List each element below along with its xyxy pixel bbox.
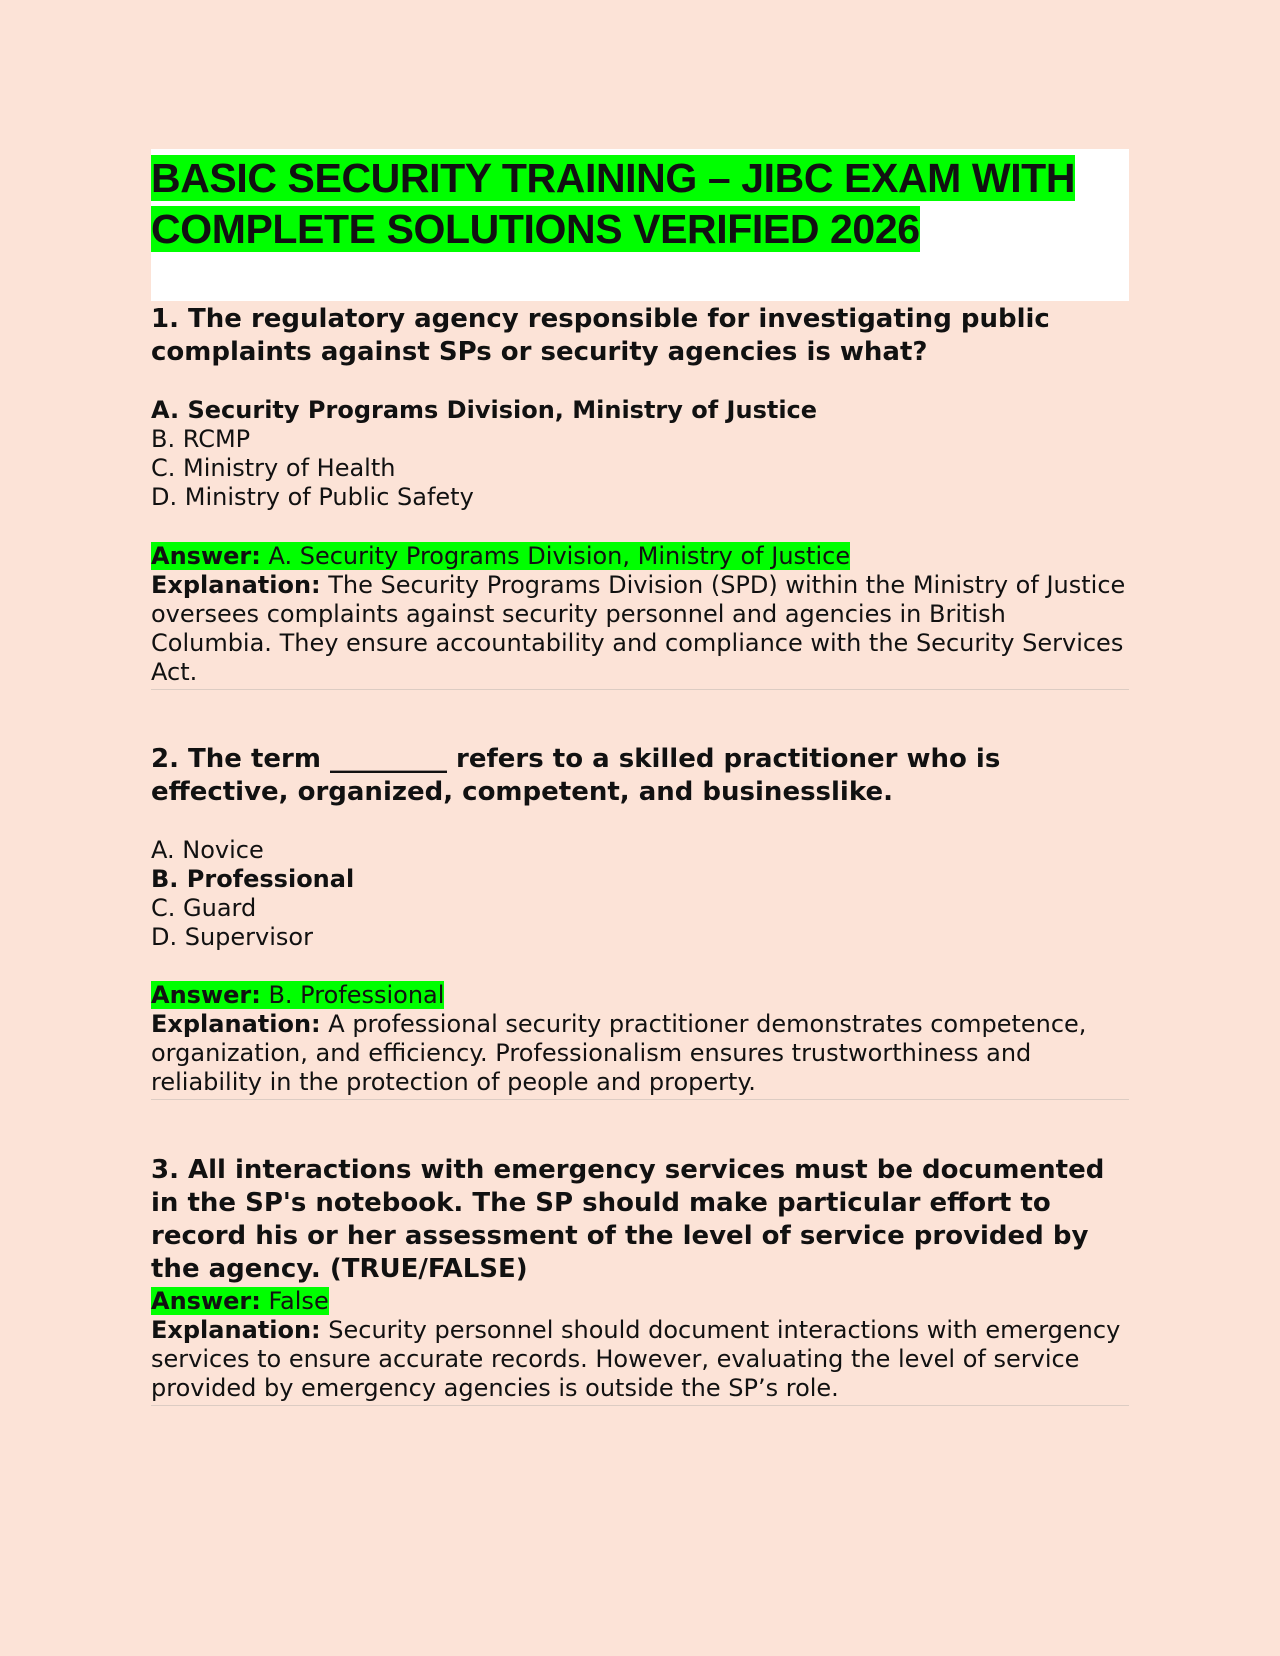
option-c: C. Ministry of Health — [151, 454, 396, 482]
option-b: B. RCMP — [151, 425, 251, 453]
answer-label: Answer: — [151, 542, 261, 570]
explanation-text — [151, 1010, 1129, 1097]
answer-line — [151, 542, 1129, 571]
question-text: 2. The term _________ refers to a skilled practitioner who is effective, organized, competent, and businesslike. — [151, 744, 1001, 807]
section-divider — [151, 1099, 1129, 1100]
section-divider — [151, 689, 1129, 690]
options-list — [151, 836, 1129, 952]
answer-highlight — [151, 1287, 329, 1315]
document-title-text: BASIC SECURITY TRAINING – JIBC EXAM WITH COMPLETE SOLUTIONS VERIFIED 2026 — [151, 155, 1076, 252]
explanation-text — [151, 571, 1129, 687]
question-block-3 — [151, 1154, 1129, 1406]
explanation-text — [151, 1316, 1129, 1403]
question-block-1 — [151, 303, 1129, 690]
section-divider — [151, 1405, 1129, 1406]
answer-label: Answer: — [151, 1287, 261, 1315]
option-a: A. Novice — [151, 836, 264, 864]
document-page — [151, 149, 1129, 1406]
document-title — [151, 153, 1129, 255]
explanation-body: The Security Programs Division (SPD) within the Ministry of Justice oversees complaints against security personnel and agencies in British Columbia. They ensure accountability and compliance with the Security Services Act. — [151, 571, 1126, 686]
answer-highlight — [151, 981, 444, 1009]
explanation-label: Explanation: — [151, 1010, 321, 1038]
answer-line — [151, 1287, 1129, 1316]
answer-line — [151, 981, 1129, 1010]
title-block — [151, 149, 1129, 301]
option-a: A. Security Programs Division, Ministry of Justice — [151, 396, 818, 424]
answer-label: Answer: — [151, 981, 261, 1009]
question-block-2 — [151, 743, 1129, 1100]
options-list — [151, 396, 1129, 512]
question-text: 1. The regulatory agency responsible for investigating public complaints against SPs or security agencies is what? — [151, 304, 1050, 367]
question-text: 3. All interactions with emergency services must be documented in the SP's notebook. The SP should make particular effort to record his or her assessment of the level of service provided by the agency. (TRUE/FALSE) — [151, 1155, 1105, 1284]
answer-highlight — [151, 542, 850, 570]
option-c: C. Guard — [151, 894, 257, 922]
answer-value: A. Security Programs Division, Ministry of Justice — [260, 542, 851, 570]
explanation-body: Security personnel should document interactions with emergency services to ensure accurate records. However, evaluating the level of service provided by emergency agencies is outside the SP’s role. — [151, 1316, 1121, 1402]
explanation-label: Explanation: — [151, 1316, 321, 1344]
explanation-label: Explanation: — [151, 571, 321, 599]
option-d: D. Ministry of Public Safety — [151, 483, 474, 511]
answer-value: B. Professional — [260, 981, 445, 1009]
option-b: B. Professional — [151, 865, 355, 893]
explanation-body: A professional security practitioner demonstrates competence, organization, and efficiency. Professionalism ensures trustworthiness and reliability in the protection of people and property. — [151, 1010, 1087, 1096]
option-d: D. Supervisor — [151, 923, 313, 951]
answer-value: False — [260, 1287, 329, 1315]
